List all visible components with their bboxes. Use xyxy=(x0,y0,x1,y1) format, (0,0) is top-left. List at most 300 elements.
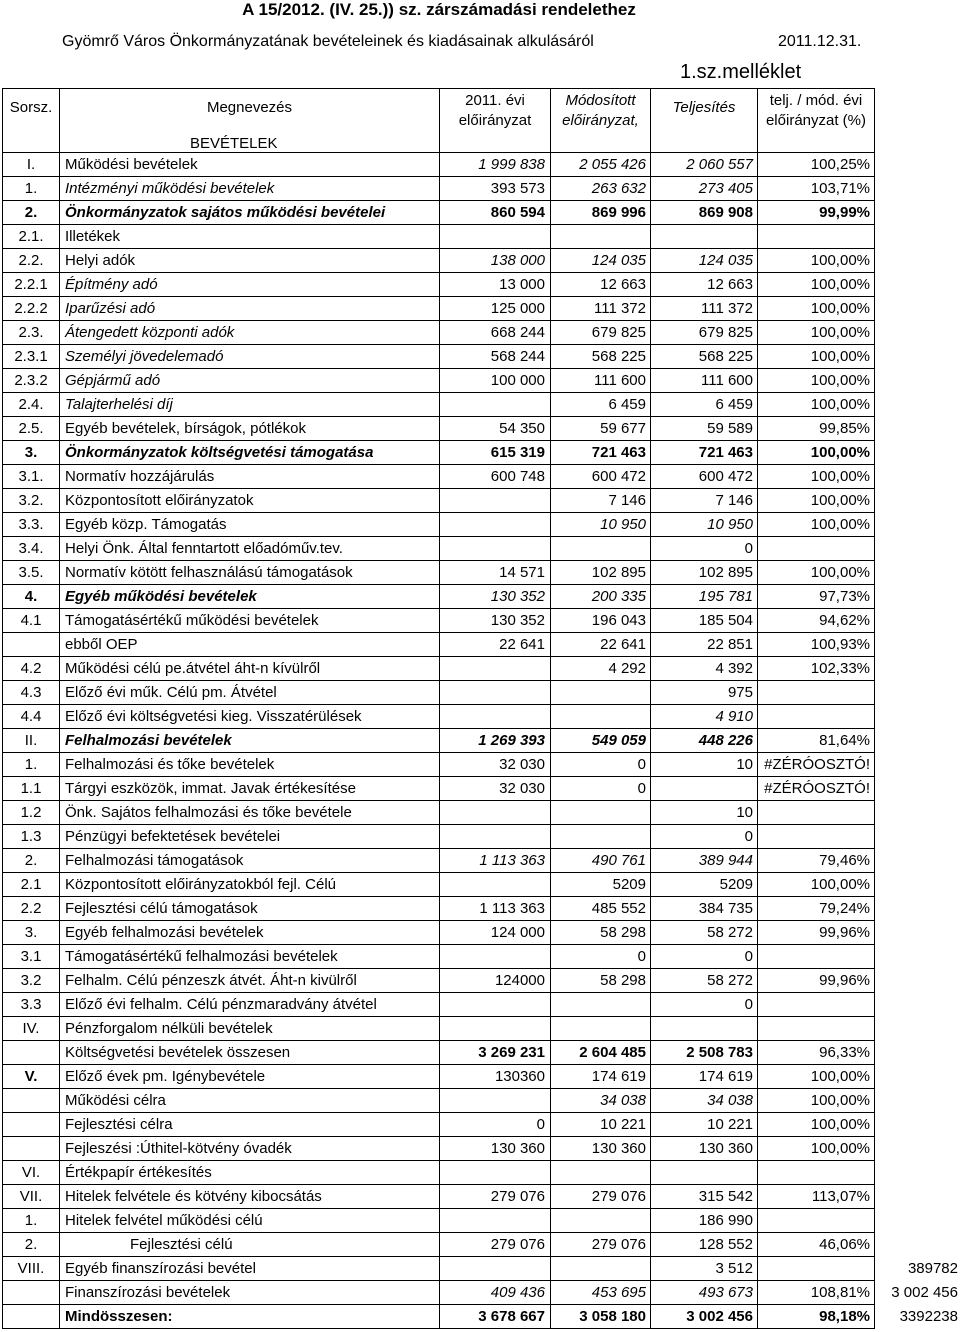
row-name: Előző évi költségvetési kieg. Visszatérülések xyxy=(60,705,440,729)
row-number: 4.1 xyxy=(2,609,60,633)
column-header-number-cell xyxy=(2,88,60,153)
row-name: Mindösszesen: xyxy=(60,1305,440,1329)
table-row xyxy=(2,417,958,441)
table-row xyxy=(2,1065,958,1089)
completion-ratio: 99,99% xyxy=(758,201,875,225)
actual-value: 22 851 xyxy=(651,633,758,657)
modified-budget-value xyxy=(551,993,651,1017)
side-total-value xyxy=(875,225,958,249)
table-row xyxy=(2,321,958,345)
completion-ratio: 99,96% xyxy=(758,969,875,993)
completion-ratio: 98,18% xyxy=(758,1305,875,1329)
completion-ratio: 100,00% xyxy=(758,561,875,585)
table-row xyxy=(2,297,958,321)
table-row xyxy=(2,1281,958,1305)
row-number xyxy=(2,1281,60,1305)
modified-budget-value: 196 043 xyxy=(551,609,651,633)
modified-budget-value xyxy=(551,1257,651,1281)
table-row xyxy=(2,1209,958,1233)
side-total-value xyxy=(875,969,958,993)
side-total-value: 3392238 xyxy=(899,1308,958,1325)
row-name: Támogatásértékű működési bevételek xyxy=(60,609,440,633)
modified-budget-value xyxy=(551,1017,651,1041)
row-number: 3. xyxy=(2,441,60,465)
side-total-value xyxy=(875,873,958,897)
column-header-original-line2: előirányzat xyxy=(458,112,532,129)
side-total-value xyxy=(875,1161,958,1185)
table-row xyxy=(2,633,958,657)
table-row xyxy=(2,489,958,513)
row-number: 2. xyxy=(2,849,60,873)
row-number: 2.5. xyxy=(2,417,60,441)
row-name: Előző évi műk. Célú pm. Átvétel xyxy=(60,681,440,705)
row-name: Felhalmozási és tőke bevételek xyxy=(60,753,440,777)
modified-budget-value: 7 146 xyxy=(551,489,651,513)
modified-budget-value: 34 038 xyxy=(551,1089,651,1113)
revenue-table-body xyxy=(2,153,958,1329)
modified-budget-value: 263 632 xyxy=(551,177,651,201)
table-row xyxy=(2,513,958,537)
row-name: Előző évek pm. Igénybevétele xyxy=(60,1065,440,1089)
actual-value: 5209 xyxy=(651,873,758,897)
completion-ratio: 96,33% xyxy=(758,1041,875,1065)
modified-budget-value: 869 996 xyxy=(551,201,651,225)
original-budget-value: 130 360 xyxy=(440,1137,551,1161)
modified-budget-value: 58 298 xyxy=(551,969,651,993)
document-date: 2011.12.31. xyxy=(778,33,862,50)
modified-budget-value xyxy=(551,681,651,705)
completion-ratio xyxy=(758,945,875,969)
row-number: 4.4 xyxy=(2,705,60,729)
table-row xyxy=(2,969,958,993)
side-total-value xyxy=(875,273,958,297)
modified-budget-value: 4 292 xyxy=(551,657,651,681)
actual-value: 679 825 xyxy=(651,321,758,345)
side-total-value xyxy=(875,321,958,345)
row-name: Finanszírozási bevételek xyxy=(60,1281,440,1305)
completion-ratio xyxy=(758,1257,875,1281)
table-row xyxy=(2,585,958,609)
row-number: 3. xyxy=(2,921,60,945)
row-name: Hitelek felvétel működési célú xyxy=(60,1209,440,1233)
row-name: Normatív kötött felhasználású támogatások xyxy=(60,561,440,585)
table-row xyxy=(2,177,958,201)
modified-budget-value: 6 459 xyxy=(551,393,651,417)
row-name: Fejleszési :Úthitel-kötvény óvadék xyxy=(60,1137,440,1161)
actual-value: 3 002 456 xyxy=(651,1305,758,1329)
column-header-modified-line2: előirányzat, xyxy=(562,112,639,129)
actual-value: 130 360 xyxy=(651,1137,758,1161)
row-number: 3.1 xyxy=(2,945,60,969)
row-number xyxy=(2,633,60,657)
modified-budget-value: 0 xyxy=(551,777,651,801)
actual-value: 568 225 xyxy=(651,345,758,369)
annex-label: 1.sz.melléklet xyxy=(680,61,802,83)
original-budget-value xyxy=(440,225,551,249)
column-header-modified-line1: Módosított xyxy=(565,92,636,109)
row-number: 1. xyxy=(2,177,60,201)
completion-ratio: #ZÉRÓOSZTÓ! xyxy=(758,777,875,801)
row-number: V. xyxy=(2,1065,60,1089)
original-budget-value xyxy=(440,513,551,537)
row-name: Hitelek felvétele és kötvény kibocsátás xyxy=(60,1185,440,1209)
table-row xyxy=(2,1017,958,1041)
row-name: Támogatásértékű felhalmozási bevételek xyxy=(60,945,440,969)
actual-value: 111 372 xyxy=(651,297,758,321)
side-total-value xyxy=(875,441,958,465)
side-total-value xyxy=(875,825,958,849)
side-total-value xyxy=(875,1089,958,1113)
side-total-value xyxy=(875,921,958,945)
column-header-actual: Teljesítés xyxy=(672,99,736,116)
side-total-value xyxy=(875,465,958,489)
original-budget-value: 32 030 xyxy=(440,753,551,777)
modified-budget-value: 59 677 xyxy=(551,417,651,441)
table-row xyxy=(2,249,958,273)
row-number: 2.1 xyxy=(2,873,60,897)
actual-value: 34 038 xyxy=(651,1089,758,1113)
row-number: 2.3.2 xyxy=(2,369,60,393)
original-budget-value xyxy=(440,705,551,729)
column-header-number: Sorsz. xyxy=(9,99,53,116)
original-budget-value xyxy=(440,1161,551,1185)
modified-budget-value: 0 xyxy=(551,945,651,969)
actual-value: 3 512 xyxy=(651,1257,758,1281)
document-title: A 15/2012. (IV. 25.)) sz. zárszámadási rendelethez xyxy=(242,0,636,19)
row-name: Egyéb felhalmozási bevételek xyxy=(60,921,440,945)
actual-value: 10 221 xyxy=(651,1113,758,1137)
original-budget-value: 3 269 231 xyxy=(440,1041,551,1065)
completion-ratio: 100,00% xyxy=(758,369,875,393)
original-budget-value xyxy=(440,993,551,1017)
actual-value: 975 xyxy=(651,681,758,705)
table-row xyxy=(2,201,958,225)
actual-value: 59 589 xyxy=(651,417,758,441)
completion-ratio: 79,24% xyxy=(758,897,875,921)
row-name: Helyi adók xyxy=(60,249,440,273)
modified-budget-value xyxy=(551,825,651,849)
actual-value: 195 781 xyxy=(651,585,758,609)
table-row xyxy=(2,657,958,681)
row-name: Átengedett központi adók xyxy=(60,321,440,345)
original-budget-value: 393 573 xyxy=(440,177,551,201)
row-number: 2.1. xyxy=(2,225,60,249)
row-number: II. xyxy=(2,729,60,753)
completion-ratio: 100,00% xyxy=(758,297,875,321)
completion-ratio: 100,00% xyxy=(758,1065,875,1089)
actual-value: 0 xyxy=(651,537,758,561)
row-name: Intézményi működési bevételek xyxy=(60,177,440,201)
row-number: 1. xyxy=(2,753,60,777)
row-name: Értékpapír értékesítés xyxy=(60,1161,440,1185)
original-budget-value: 860 594 xyxy=(440,201,551,225)
row-number: 4. xyxy=(2,585,60,609)
table-row xyxy=(2,1233,958,1257)
table-row xyxy=(2,273,958,297)
row-number: 4.3 xyxy=(2,681,60,705)
modified-budget-value: 549 059 xyxy=(551,729,651,753)
row-name: Központosított előirányzatokból fejl. Célú xyxy=(60,873,440,897)
completion-ratio: 108,81% xyxy=(758,1281,875,1305)
table-row xyxy=(2,897,958,921)
row-number: 2.4. xyxy=(2,393,60,417)
original-budget-value: 279 076 xyxy=(440,1185,551,1209)
side-total-value: 3 002 456 xyxy=(891,1284,958,1301)
original-budget-value: 668 244 xyxy=(440,321,551,345)
original-budget-value: 1 999 838 xyxy=(440,153,551,177)
original-budget-value: 279 076 xyxy=(440,1233,551,1257)
table-row xyxy=(2,225,958,249)
modified-budget-value: 279 076 xyxy=(551,1185,651,1209)
side-total-value xyxy=(875,681,958,705)
row-name: Egyéb bevételek, bírságok, pótlékok xyxy=(60,417,440,441)
side-total-value xyxy=(875,1209,958,1233)
original-budget-value: 615 319 xyxy=(440,441,551,465)
side-total-value xyxy=(875,1233,958,1257)
actual-value: 111 600 xyxy=(651,369,758,393)
table-row xyxy=(2,777,958,801)
actual-value: 10 950 xyxy=(651,513,758,537)
original-budget-value xyxy=(440,537,551,561)
original-budget-value xyxy=(440,1017,551,1041)
actual-value: 102 895 xyxy=(651,561,758,585)
side-total-value xyxy=(875,201,958,225)
original-budget-value: 1 113 363 xyxy=(440,897,551,921)
table-row xyxy=(2,561,958,585)
side-total-value xyxy=(875,945,958,969)
row-name: Fejlesztési célú xyxy=(60,1233,440,1257)
side-total-value xyxy=(875,1137,958,1161)
modified-budget-value: 102 895 xyxy=(551,561,651,585)
actual-value: 186 990 xyxy=(651,1209,758,1233)
completion-ratio: 100,25% xyxy=(758,153,875,177)
row-name: Egyéb működési bevételek xyxy=(60,585,440,609)
completion-ratio: 100,00% xyxy=(758,1113,875,1137)
completion-ratio: 100,00% xyxy=(758,249,875,273)
row-number: VI. xyxy=(2,1161,60,1185)
table-row xyxy=(2,873,958,897)
original-budget-value: 600 748 xyxy=(440,465,551,489)
original-budget-value: 54 350 xyxy=(440,417,551,441)
table-row xyxy=(2,465,958,489)
completion-ratio: 100,00% xyxy=(758,465,875,489)
row-number: VIII. xyxy=(2,1257,60,1281)
completion-ratio: 100,00% xyxy=(758,1089,875,1113)
modified-budget-value xyxy=(551,1161,651,1185)
row-name: Felhalmozási bevételek xyxy=(60,729,440,753)
side-total-value xyxy=(875,393,958,417)
row-name: Felhalm. Célú pénzeszk átvét. Áht-n kivülről xyxy=(60,969,440,993)
row-number: 1.2 xyxy=(2,801,60,825)
table-row xyxy=(2,681,958,705)
completion-ratio: 100,00% xyxy=(758,345,875,369)
original-budget-value xyxy=(440,873,551,897)
document-subtitle: Gyömrő Város Önkormányzatának bevételeinek és kiadásainak alkulásáról xyxy=(62,33,594,50)
row-name: Egyéb finanszírozási bevétel xyxy=(60,1257,440,1281)
table-row xyxy=(2,441,958,465)
completion-ratio: 100,00% xyxy=(758,393,875,417)
row-name: Előző évi felhalm. Célú pénzmaradvány átvétel xyxy=(60,993,440,1017)
original-budget-value xyxy=(440,393,551,417)
completion-ratio xyxy=(758,801,875,825)
row-name: Költségvetési bevételek összesen xyxy=(60,1041,440,1065)
column-header-side-cell xyxy=(875,88,958,153)
row-number: 3.3. xyxy=(2,513,60,537)
actual-value: 6 459 xyxy=(651,393,758,417)
row-name: Egyéb közp. Támogatás xyxy=(60,513,440,537)
table-row xyxy=(2,921,958,945)
row-number: 3.5. xyxy=(2,561,60,585)
completion-ratio: 81,64% xyxy=(758,729,875,753)
table-row xyxy=(2,945,958,969)
side-total-value xyxy=(875,297,958,321)
row-number: 2. xyxy=(2,1233,60,1257)
original-budget-value: 125 000 xyxy=(440,297,551,321)
original-budget-value: 32 030 xyxy=(440,777,551,801)
revenue-table xyxy=(2,88,958,1329)
row-number: 1.3 xyxy=(2,825,60,849)
original-budget-value xyxy=(440,1257,551,1281)
side-total-value xyxy=(875,537,958,561)
original-budget-value: 130 352 xyxy=(440,585,551,609)
row-name: Működési célú pe.átvétel áht-n kívülről xyxy=(60,657,440,681)
completion-ratio: 46,06% xyxy=(758,1233,875,1257)
actual-value: 4 910 xyxy=(651,705,758,729)
completion-ratio: 100,00% xyxy=(758,489,875,513)
side-total-value xyxy=(875,153,958,177)
original-budget-value xyxy=(440,489,551,513)
row-name: Működési célra xyxy=(60,1089,440,1113)
row-number: VII. xyxy=(2,1185,60,1209)
completion-ratio xyxy=(758,1161,875,1185)
modified-budget-value: 111 372 xyxy=(551,297,651,321)
modified-budget-value: 600 472 xyxy=(551,465,651,489)
table-row xyxy=(2,153,958,177)
completion-ratio: 97,73% xyxy=(758,585,875,609)
row-number xyxy=(2,1305,60,1329)
completion-ratio: 99,85% xyxy=(758,417,875,441)
original-budget-value: 124 000 xyxy=(440,921,551,945)
actual-value: 4 392 xyxy=(651,657,758,681)
row-name: Fejlesztési célú támogatások xyxy=(60,897,440,921)
row-name: Központosított előirányzatok xyxy=(60,489,440,513)
completion-ratio: 113,07% xyxy=(758,1185,875,1209)
row-name: Illetékek xyxy=(60,225,440,249)
actual-value: 10 xyxy=(651,801,758,825)
row-name: Önk. Sajátos felhalmozási és tőke bevétele xyxy=(60,801,440,825)
completion-ratio xyxy=(758,225,875,249)
column-header-actual-cell xyxy=(651,88,758,153)
side-total-value xyxy=(875,513,958,537)
modified-budget-value xyxy=(551,537,651,561)
completion-ratio: 99,96% xyxy=(758,921,875,945)
original-budget-value: 130360 xyxy=(440,1065,551,1089)
table-row xyxy=(2,1305,958,1329)
row-number: 2.3.1 xyxy=(2,345,60,369)
column-header-original-line1: 2011. évi xyxy=(465,92,525,109)
side-total-value xyxy=(875,657,958,681)
modified-budget-value: 721 463 xyxy=(551,441,651,465)
modified-budget-value: 111 600 xyxy=(551,369,651,393)
modified-budget-value xyxy=(551,1209,651,1233)
row-number: 2.3. xyxy=(2,321,60,345)
actual-value: 10 xyxy=(651,753,758,777)
side-total-value xyxy=(875,993,958,1017)
completion-ratio xyxy=(758,705,875,729)
side-total-value xyxy=(875,177,958,201)
side-total-value xyxy=(875,897,958,921)
side-total-value xyxy=(875,1065,958,1089)
row-name: Önkormányzatok költségvetési támogatása xyxy=(60,441,440,465)
row-name: Fejlesztési célra xyxy=(60,1113,440,1137)
modified-budget-value: 453 695 xyxy=(551,1281,651,1305)
original-budget-value: 138 000 xyxy=(440,249,551,273)
side-total-value xyxy=(875,849,958,873)
completion-ratio: 100,00% xyxy=(758,321,875,345)
table-row xyxy=(2,1257,958,1281)
row-name: Működési bevételek xyxy=(60,153,440,177)
modified-budget-value: 279 076 xyxy=(551,1233,651,1257)
actual-value: 493 673 xyxy=(651,1281,758,1305)
row-number: 4.2 xyxy=(2,657,60,681)
column-header-ratio-cell xyxy=(758,88,875,153)
completion-ratio: 100,00% xyxy=(758,513,875,537)
modified-budget-value: 2 055 426 xyxy=(551,153,651,177)
table-row xyxy=(2,825,958,849)
table-row xyxy=(2,849,958,873)
actual-value: 448 226 xyxy=(651,729,758,753)
completion-ratio xyxy=(758,681,875,705)
completion-ratio: 79,46% xyxy=(758,849,875,873)
original-budget-value xyxy=(440,945,551,969)
row-name: Felhalmozási támogatások xyxy=(60,849,440,873)
modified-budget-value: 679 825 xyxy=(551,321,651,345)
modified-budget-value xyxy=(551,801,651,825)
row-number xyxy=(2,1089,60,1113)
completion-ratio xyxy=(758,993,875,1017)
original-budget-value xyxy=(440,801,551,825)
row-number xyxy=(2,1137,60,1161)
completion-ratio: 100,00% xyxy=(758,273,875,297)
completion-ratio: 100,00% xyxy=(758,873,875,897)
side-total-value xyxy=(875,561,958,585)
row-number: 3.1. xyxy=(2,465,60,489)
column-header-ratio-line2: előirányzat (%) xyxy=(765,112,867,129)
row-number: 2.2.1 xyxy=(2,273,60,297)
completion-ratio xyxy=(758,1017,875,1041)
side-total-value xyxy=(875,1017,958,1041)
side-total-value xyxy=(875,585,958,609)
modified-budget-value: 568 225 xyxy=(551,345,651,369)
row-number: 2.2.2 xyxy=(2,297,60,321)
side-total-value xyxy=(875,345,958,369)
row-number: I. xyxy=(2,153,60,177)
original-budget-value xyxy=(440,1209,551,1233)
original-budget-value xyxy=(440,1089,551,1113)
actual-value: 389 944 xyxy=(651,849,758,873)
completion-ratio: 102,33% xyxy=(758,657,875,681)
table-row xyxy=(2,369,958,393)
row-name: ebből OEP xyxy=(60,633,440,657)
table-row xyxy=(2,1137,958,1161)
modified-budget-value: 58 298 xyxy=(551,921,651,945)
table-row xyxy=(2,1089,958,1113)
row-number xyxy=(2,1041,60,1065)
completion-ratio: 100,00% xyxy=(758,1137,875,1161)
modified-budget-value: 22 641 xyxy=(551,633,651,657)
modified-budget-value: 174 619 xyxy=(551,1065,651,1089)
completion-ratio xyxy=(758,825,875,849)
